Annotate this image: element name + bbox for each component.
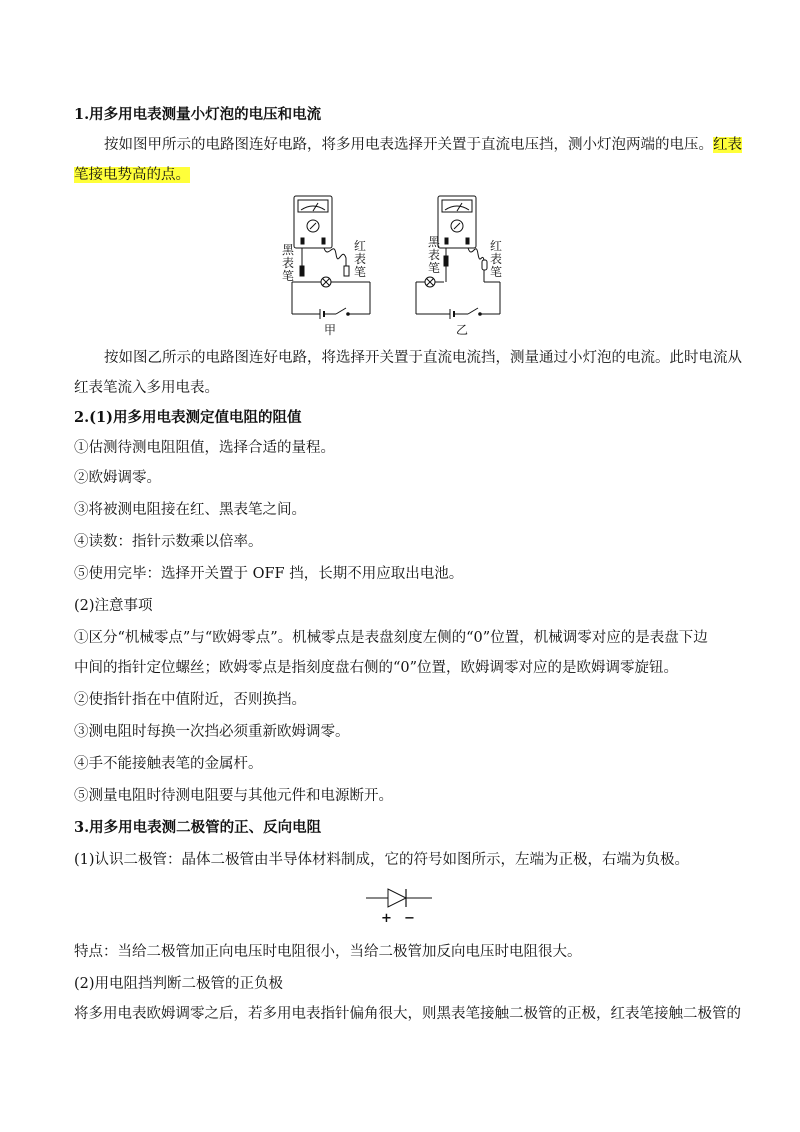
switch-lever-right [468, 308, 478, 314]
step-item: ⑤使用完毕：选择开关置于 OFF 挡，长期不用应取出电池。 [74, 566, 464, 582]
figure-caption-yi: 乙 [456, 323, 469, 337]
section1-paragraph1-cont [74, 165, 190, 185]
diode-symbol [364, 884, 436, 926]
meter-scale-left [301, 206, 325, 210]
knob-pointer-right [454, 223, 460, 229]
black-probe-label-left-2: 表 [282, 256, 295, 270]
diode-minus-label: − [404, 911, 415, 926]
note-item: ④手不能接触表笔的金属杆。 [74, 756, 263, 772]
terminal-black-left [301, 238, 304, 244]
highlight-text-cont: 笔接电势高的点。 [74, 167, 190, 183]
terminal-black-right [445, 238, 448, 244]
red-probe-label-left-3: 笔 [354, 265, 367, 279]
black-probe-label-right-1: 黑 [428, 235, 441, 249]
multimeter-body-left [294, 196, 332, 248]
section1-paragraph2-cont: 红表笔流入多用电表。 [74, 380, 219, 396]
red-probe-label-right-3: 笔 [490, 265, 503, 279]
meter-scale-right [445, 206, 469, 210]
section3-paragraph3: 将多用电表欧姆调零之后，若多用电表指针偏角很大，则黑表笔接触二极管的正极，红表笔接触二极管的 [74, 1006, 741, 1022]
red-lead-right [468, 248, 484, 260]
section2-title: 2.(1)用多用电表测定值电阻的阻值 [74, 409, 302, 426]
red-probe-label-right-1: 红 [490, 239, 503, 253]
black-probe-label-left-3: 笔 [282, 269, 295, 283]
section3-subtitle: (2)用电阻挡判断二极管的正负极 [74, 976, 284, 992]
labels-jia [282, 239, 366, 337]
black-probe-right [444, 256, 448, 266]
note-item: ②使指针指在中值附近，否则换挡。 [74, 692, 306, 708]
section1-p1-text: 按如图甲所示的电路图连好电路，将多用电表选择开关置于直流电压挡，测小灯泡两端的电压。 [104, 137, 713, 153]
red-lead-left [324, 248, 346, 266]
switch-lever-left [336, 308, 346, 314]
step-item: ①估测待测电阻阻值，选择合适的量程。 [74, 440, 335, 456]
highlight-text: 红表 [713, 137, 742, 153]
notes-title: (2)注意事项 [74, 598, 153, 614]
terminal-red-right [466, 238, 469, 244]
red-probe-label-left-2: 表 [354, 252, 367, 266]
diode-plus-label: + [381, 911, 392, 926]
knob-pointer-left [310, 223, 316, 229]
note-item: ①区分“机械零点”与“欧姆零点”。机械零点是表盘刻度左侧的“0”位置，机械调零对应的是表盘下边 [74, 630, 708, 646]
black-probe-label-right-2: 表 [428, 248, 441, 262]
section3-paragraph1: (1)认识二极管：晶体二极管由半导体材料制成，它的符号如图所示，左端为正极，右端为负极。 [74, 852, 690, 868]
red-probe-label-left-1: 红 [354, 239, 367, 253]
terminal-red-left [322, 238, 325, 244]
section1-paragraph2: 按如图乙所示的电路图连好电路，将选择开关置于直流电流挡，测量通过小灯泡的电流。此时电流从 [104, 350, 742, 366]
black-probe-left [300, 266, 304, 276]
section3-title: 3.用多用电表测二极管的正、反向电阻 [74, 819, 322, 836]
note-item: ⑤测量电阻时待测电阻要与其他元件和电源断开。 [74, 788, 393, 804]
red-probe-label-right-2: 表 [490, 252, 503, 266]
red-probe-right [482, 260, 487, 270]
section1-title: 1.用多用电表测量小灯泡的电压和电流 [74, 106, 322, 123]
note-item: ③测电阻时每换一次挡必须重新欧姆调零。 [74, 724, 350, 740]
labels-yi [428, 235, 502, 337]
figure-caption-jia: 甲 [324, 323, 337, 337]
step-item: ④读数：指针示数乘以倍率。 [74, 534, 263, 550]
diode-triangle [388, 889, 406, 907]
section1-paragraph1 [104, 135, 742, 155]
step-item: ②欧姆调零。 [74, 470, 161, 486]
circuit-figures [270, 190, 530, 340]
black-probe-label-right-3: 笔 [428, 261, 441, 275]
multimeter-body-right [438, 196, 476, 248]
section3-paragraph2: 特点：当给二极管加正向电压时电阻很小，当给二极管加反向电压时电阻很大。 [74, 944, 582, 960]
step-item: ③将被测电阻接在红、黑表笔之间。 [74, 502, 306, 518]
note-item-cont: 中间的指针定位螺丝；欧姆零点是指刻度盘右侧的“0”位置，欧姆调零对应的是欧姆调零旋钮。 [74, 660, 679, 676]
black-probe-label-left-1: 黑 [282, 243, 295, 257]
red-probe-left [344, 266, 349, 276]
